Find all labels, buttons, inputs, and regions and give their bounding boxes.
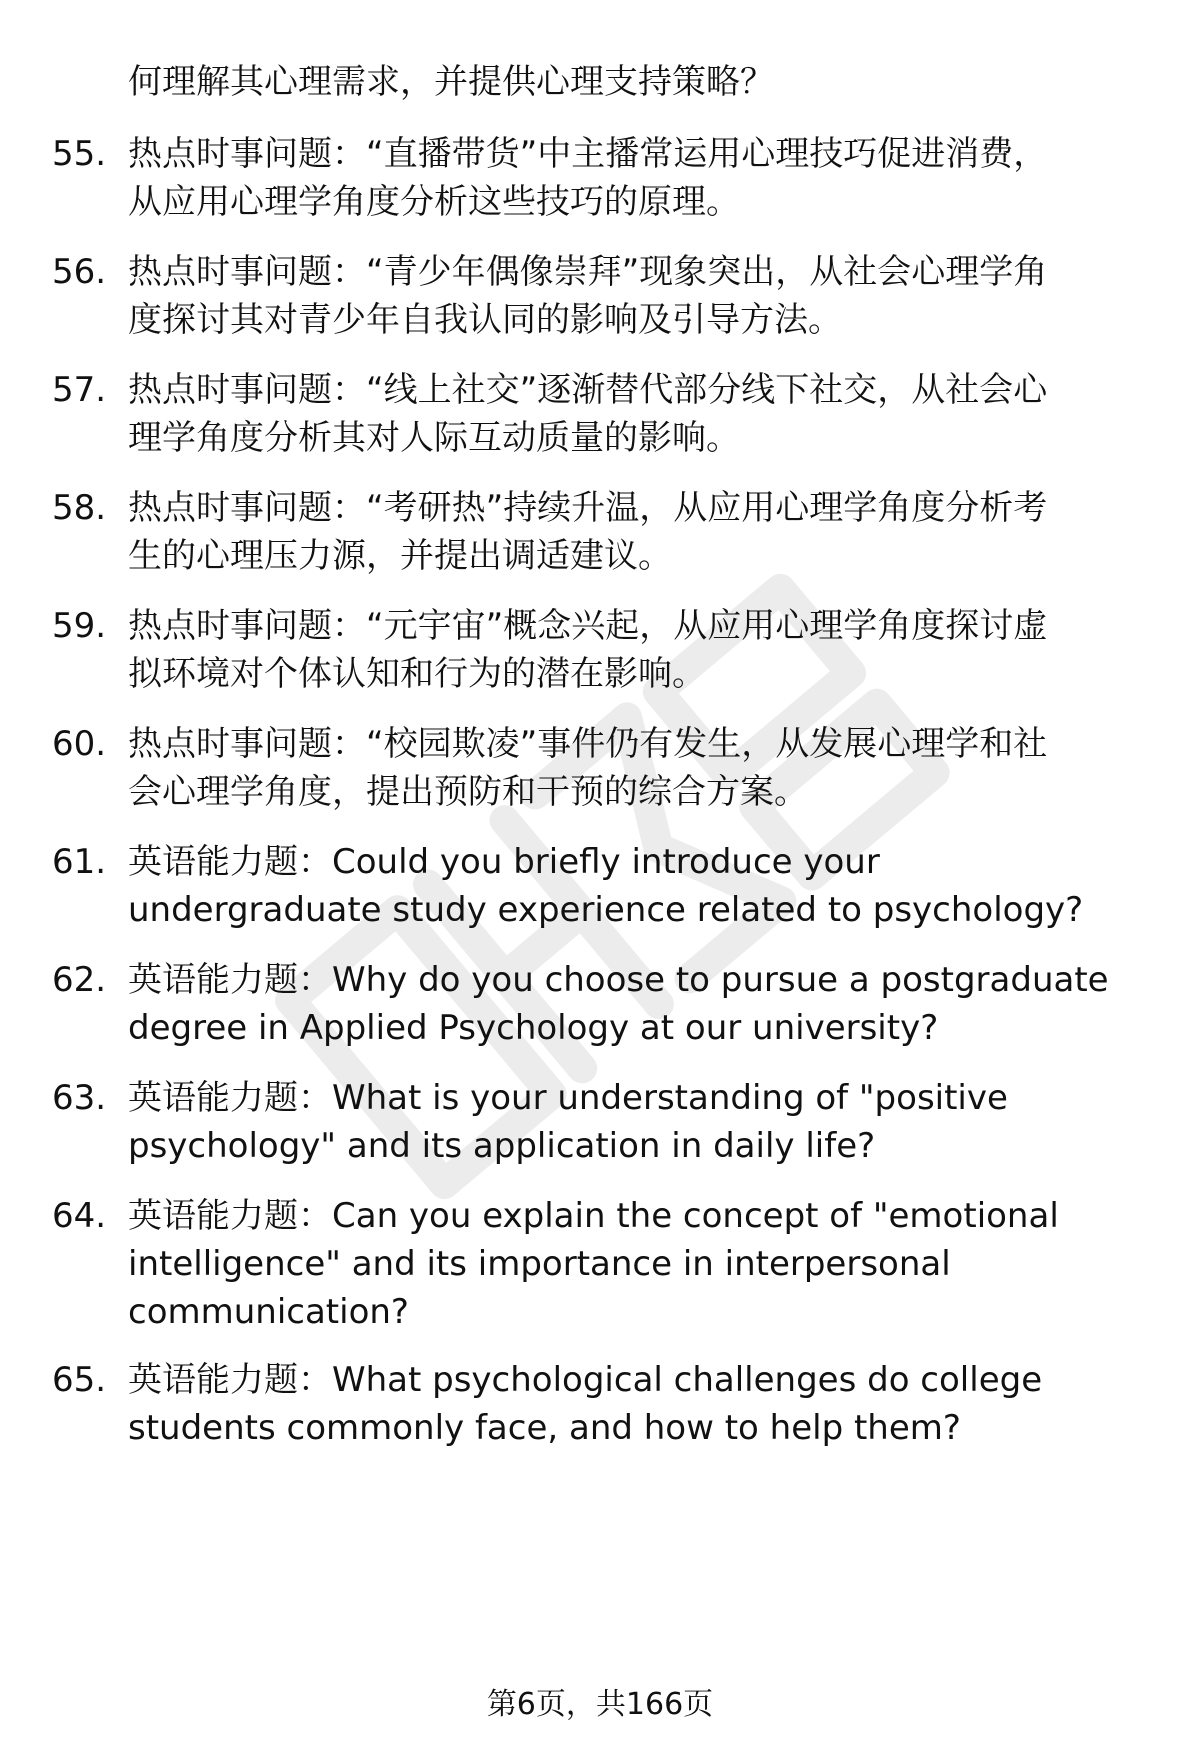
question-line: 热点时事问题：“青少年偶像崇拜”现象突出，从社会心理学角 — [128, 252, 1048, 292]
question-text — [128, 248, 1128, 344]
question-number: 57. — [52, 370, 107, 410]
question-line: 生的心理压力源，并提出调适建议。 — [128, 536, 672, 576]
question-number: 64. — [52, 1196, 107, 1236]
question-line: students commonly face, and how to help them? — [128, 1408, 961, 1448]
question-text — [128, 838, 1128, 934]
question-number: 63. — [52, 1078, 107, 1118]
question-line: 英语能力题：Why do you choose to pursue a postgraduate — [128, 960, 1109, 1000]
question-number: 56. — [52, 252, 107, 292]
question-line: intelligence" and its importance in interpersonal — [128, 1244, 951, 1284]
question-line: 热点时事问题：“线上社交”逐渐替代部分线下社交，从社会心 — [128, 370, 1048, 410]
question-line: 热点时事问题：“考研热”持续升温，从应用心理学角度分析考 — [128, 488, 1048, 528]
question-text — [128, 720, 1128, 816]
question-line: 从应用心理学角度分析这些技巧的原理。 — [128, 182, 740, 222]
question-text — [128, 366, 1128, 462]
question-line: undergraduate study experience related to psychology? — [128, 890, 1084, 930]
question-text — [128, 1074, 1128, 1170]
question-line: communication? — [128, 1292, 409, 1332]
question-text — [128, 956, 1128, 1052]
question-line: 热点时事问题：“校园欺凌”事件仍有发生，从发展心理学和社 — [128, 724, 1048, 764]
question-line: 热点时事问题：“元宇宙”概念兴起，从应用心理学角度探讨虚 — [128, 606, 1048, 646]
question-number: 60. — [52, 724, 107, 764]
page-number-footer: 第6页，共166页 — [486, 1687, 714, 1722]
question-number: 55. — [52, 134, 107, 174]
question-line: 会心理学角度，提出预防和干预的综合方案。 — [128, 772, 808, 812]
question-line: 度探讨其对青少年自我认同的影响及引导方法。 — [128, 300, 842, 340]
question-line: psychology" and its application in daily life? — [128, 1126, 876, 1166]
question-line: 热点时事问题：“直播带货”中主播常运用心理技巧促进消费， — [128, 134, 1048, 174]
question-number: 61. — [52, 842, 107, 882]
question-line: 英语能力题：Could you briefly introduce your — [128, 842, 880, 882]
question-line: 英语能力题：Can you explain the concept of "emotional — [128, 1196, 1059, 1236]
question-number: 65. — [52, 1360, 107, 1400]
question-number: 62. — [52, 960, 107, 1000]
question-number: 58. — [52, 488, 107, 528]
question-line: 英语能力题：What is your understanding of "positive — [128, 1078, 1008, 1118]
question-line: 拟环境对个体认知和行为的潜在影响。 — [128, 654, 706, 694]
question-text — [128, 130, 1128, 226]
question-line: 英语能力题：What psychological challenges do college — [128, 1360, 1043, 1400]
question-text — [128, 484, 1128, 580]
question-line: degree in Applied Psychology at our university? — [128, 1008, 939, 1048]
question-text — [128, 1356, 1128, 1452]
question-number: 59. — [52, 606, 107, 646]
intro-text-line: 何理解其心理需求，并提供心理支持策略？ — [128, 62, 774, 102]
question-text — [128, 1192, 1128, 1336]
question-text — [128, 602, 1128, 698]
question-line: 理学角度分析其对人际互动质量的影响。 — [128, 418, 740, 458]
